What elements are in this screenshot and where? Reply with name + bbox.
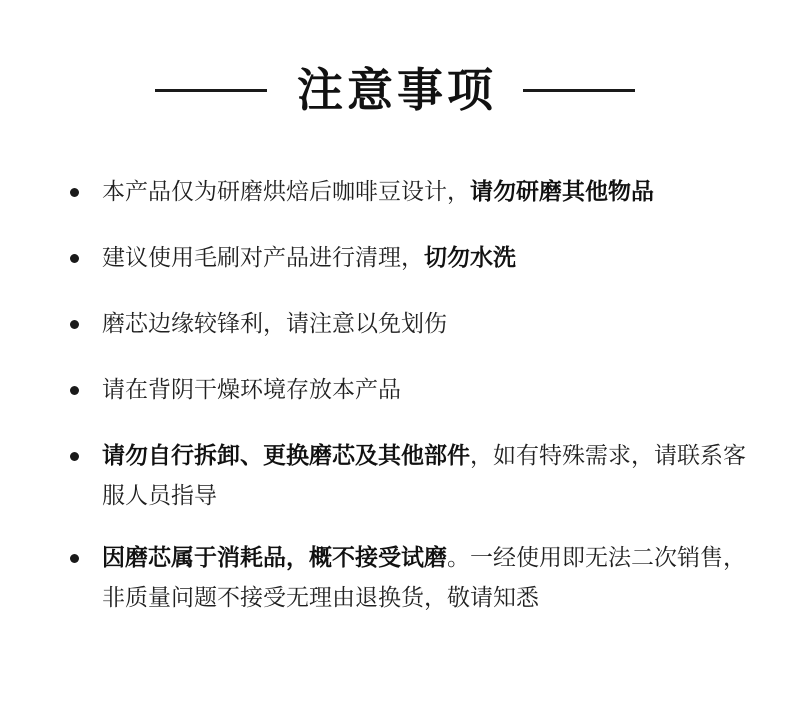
note-text: 建议使用毛刷对产品进行清理，: [102, 245, 424, 271]
note-item: [70, 370, 750, 410]
bullet-icon: [70, 320, 79, 329]
right-divider-line: [523, 89, 635, 92]
note-text: ，如有特殊需求，请联系客服人员指导: [102, 443, 746, 509]
note-item: [70, 238, 750, 278]
left-divider-line: [155, 89, 267, 92]
note-emphasis: 请勿自行拆卸、更换磨芯及其他部件: [102, 443, 470, 469]
note-item: [70, 172, 750, 212]
bullet-icon: [70, 554, 79, 563]
note-item: [70, 436, 750, 516]
notes-list: [70, 172, 750, 618]
bullet-icon: [70, 386, 79, 395]
bullet-icon: [70, 452, 79, 461]
note-emphasis: 请勿研磨其他物品: [470, 179, 654, 205]
header: [0, 58, 790, 122]
note-text: 本产品仅为研磨烘焙后咖啡豆设计，: [102, 179, 470, 205]
note-text: 磨芯边缘较锋利，请注意以免划伤: [102, 311, 447, 337]
bullet-icon: [70, 188, 79, 197]
note-emphasis: 因磨芯属于消耗品，概不接受试磨: [102, 545, 447, 571]
note-emphasis: 切勿水洗: [424, 245, 516, 271]
bullet-icon: [70, 254, 79, 263]
note-text: 。一经使用即无法二次销售，非质量问题不接受无理由退换货，敬请知悉: [102, 545, 746, 611]
note-item: [70, 304, 750, 344]
note-item: [70, 538, 750, 618]
note-text: 请在背阴干燥环境存放本产品: [102, 377, 401, 403]
page-title: 注意事项: [297, 63, 497, 117]
